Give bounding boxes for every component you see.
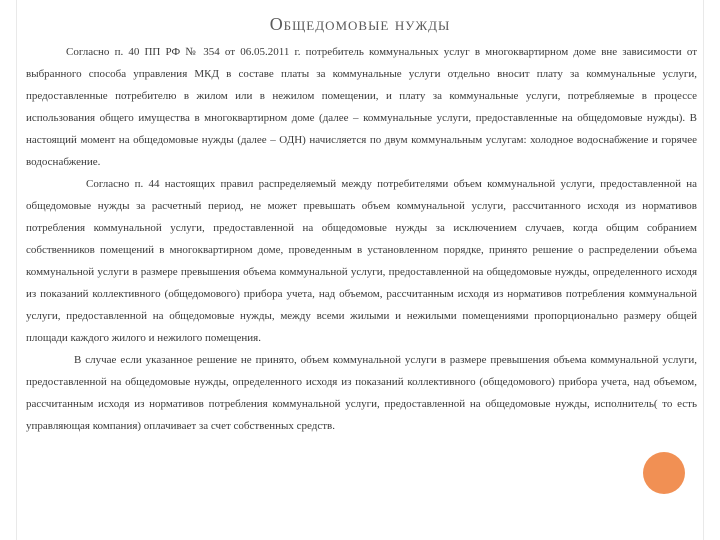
paragraph-3: В случае если указанное решение не принято, объем коммунальной услуги в размере превышения объема коммунальной услуги, предоставленной на общедомовые нужды, определенного исходя из показаний коллективного (общедомового) прибора учета, над объемом, рассчитанным исходя из нормативов потребления коммунальной услуги, предоставленной на общедомовые нужды, исполнитель( то есть управляющая компания) оплачивает за счет собственных средств. [26, 354, 697, 432]
slide-body [26, 41, 697, 437]
slide-title: Общедомовые нужды [269, 14, 451, 34]
paragraph-1: Согласно п. 40 ПП РФ № 354 от 06.05.2011 г. потребитель коммунальных услуг в многоквартирном доме вне зависимости от выбранного способа управления МКД в составе платы за коммунальные услуги отдельно вносит плату за коммунальные услуги, предоставленные потребителю в жилом или в нежилом помещении, и плату за коммунальные услуги, потребляемые в процессе использования общего имущества в многоквартирном доме (далее – коммунальные услуги, предоставленные на общедомовые нужды). В настоящий момент на общедомовые нужды (далее – ОДН) начисляется по двум коммунальным услугам: холодное водоснабжение и горячее водоснабжение. [26, 46, 697, 168]
left-border-strip [0, 0, 17, 540]
right-border-strip [703, 0, 720, 540]
paragraph-2: Согласно п. 44 настоящих правил распределяемый между потребителями объем коммунальной услуги, предоставленной на общедомовые нужды за расчетный период, не может превышать объем коммунальной услуги, рассчитанного исходя из нормативов потребления коммунальной услуги, предоставленной на общедомовые нужды за исключением случаев, когда общим собранием собственников помещений в многоквартирном доме, проведенным в установленном порядке, принято решение о распределении объема коммунальной услуги в размере превышения объема коммунальной услуги, предоставленной на общедомовые нужды, определенного исходя из показаний коллективного (общедомового) прибора учета, над объемом, рассчитанным исходя из нормативов потребления коммунальной услуги, предоставленной на общедомовые нужды, между всеми жилыми и нежилыми помещениями пропорционально размеру общей площади каждого жилого и нежилого помещения. [26, 178, 697, 344]
decorative-orange-circle [643, 452, 685, 494]
